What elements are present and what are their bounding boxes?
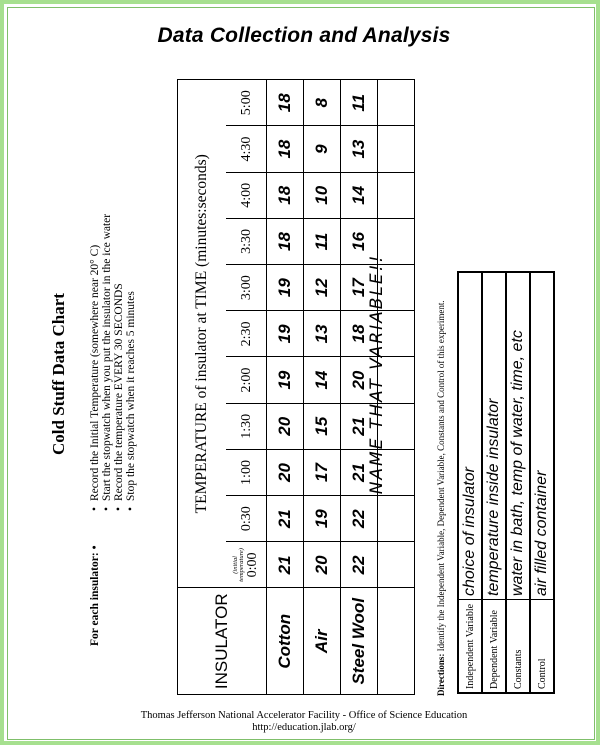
temperature-cell: 19 xyxy=(267,265,304,311)
variable-label: Independent Variable xyxy=(458,600,482,694)
time-label: 1:00 xyxy=(239,460,254,485)
insulator-header: INSULATOR xyxy=(178,588,267,695)
rotated-worksheet: Cold Stuff Data Chart For each insulator: • • Record the Initial Temperature (somewhere near 20° C) • Start the stopwatch when you put the insulator in the ice water • Record the temperature EVERY 30 SECONDS • Stop the stopwatch when it reaches 5 minutes INSULATOR TEMPERATURE of insulator at TIME (minutes:seconds) (initial temperature) 0:00 0:30 1:00 1:30 2:00 2:30 3:00 3:30 4:00 4:30 5:00 Cotton 21 21 20 20 19 19 19 18 18 18 18 Air 20 19 17 15 14 13 12 11 10 9 8 Steel Wool 22 22 21 21 20 18 17 16 14 13 11 NAME THAT VARIABLE!! Directions: Identify the Independent Variable, Dependent Variable, Constants and Control of this experiment. Independent Variable choice of insulator Dependent Variable temperature inside insulator Constants water in bath, temp of water, time, etc Control air filled container xyxy=(39,44,559,704)
footer-url[interactable]: http://education.jlab.org/ xyxy=(252,722,356,733)
time-label: 0:30 xyxy=(239,506,254,532)
temperature-cell: 21 xyxy=(341,449,378,495)
temperature-cell: 22 xyxy=(341,542,378,588)
temperature-cell: 11 xyxy=(304,218,341,264)
time-header-cell xyxy=(226,218,267,264)
temperature-cell: 16 xyxy=(341,218,378,264)
temperature-cell: 21 xyxy=(267,542,304,588)
temperature-cell: 19 xyxy=(267,311,304,357)
temperature-cell: 19 xyxy=(304,496,341,542)
variable-row xyxy=(530,272,554,693)
temperature-cell: 18 xyxy=(267,218,304,264)
temperature-cell: 20 xyxy=(341,357,378,403)
insulator-name: Cotton xyxy=(267,588,304,695)
time-header-cell xyxy=(226,403,267,449)
temperature-cell: 18 xyxy=(267,80,304,126)
variable-answer[interactable]: air filled container xyxy=(530,272,554,600)
temperature-cell: 18 xyxy=(267,126,304,172)
temperature-cell: 13 xyxy=(341,126,378,172)
variable-label: Constants xyxy=(506,600,530,694)
directions-label: Directions: xyxy=(436,653,446,696)
directions-text: Identify the Independent Variable, Dependent Variable, Constants and Control of this experiment. xyxy=(436,300,446,652)
footer-org: Thomas Jefferson National Accelerator Facility - Office of Science Education xyxy=(140,710,468,721)
insulator-name: Steel Wool xyxy=(341,588,378,695)
time-label: 2:30 xyxy=(239,321,254,347)
variable-row xyxy=(482,272,506,693)
variable-label: Dependent Variable xyxy=(482,600,506,694)
instruction-item: • Record the temperature EVERY 30 SECONDS xyxy=(113,71,125,511)
temperature-cell: 11 xyxy=(341,80,378,126)
temperature-cell: 20 xyxy=(304,542,341,588)
page-title: Data Collection and Analysis xyxy=(157,24,451,47)
temperature-cell: 9 xyxy=(304,126,341,172)
instruction-item: • Start the stopwatch when you put the insulator in the ice water xyxy=(101,71,113,511)
footer xyxy=(4,710,600,734)
instruction-item: • Record the Initial Temperature (somewhere near 20° C) xyxy=(89,71,101,511)
variable-answer[interactable]: water in bath, temp of water, time, etc xyxy=(506,272,530,600)
temperature-cell: 20 xyxy=(267,403,304,449)
name-that-variable-banner: NAME THAT VARIABLE!! xyxy=(367,253,387,495)
chart-title: Cold Stuff Data Chart xyxy=(49,293,68,455)
variable-row xyxy=(458,272,482,693)
temperature-cell: 14 xyxy=(341,172,378,218)
temperature-cell: 14 xyxy=(304,357,341,403)
temperature-cell: 12 xyxy=(304,265,341,311)
time-header-cell xyxy=(226,449,267,495)
variable-answer[interactable]: choice of insulator xyxy=(458,272,482,600)
time-header-cell xyxy=(226,357,267,403)
temperature-cell: 8 xyxy=(304,80,341,126)
temperature-cell: 20 xyxy=(267,449,304,495)
temperature-cell: 17 xyxy=(304,449,341,495)
variables-table xyxy=(457,271,555,694)
temperature-cell: 22 xyxy=(341,496,378,542)
temperature-cell: 21 xyxy=(341,403,378,449)
time-label: 4:00 xyxy=(239,182,254,208)
temperature-cell: 18 xyxy=(267,172,304,218)
time-header-cell xyxy=(226,496,267,542)
time-header-cell xyxy=(226,311,267,357)
time-header-cell xyxy=(226,265,267,311)
time-header-cell xyxy=(226,126,267,172)
time-header-cell xyxy=(226,80,267,126)
header-row xyxy=(178,80,227,695)
insulator-row xyxy=(267,80,304,695)
time-label: 5:00 xyxy=(239,90,254,116)
instructions-list xyxy=(89,71,137,511)
insulator-name: Air xyxy=(304,588,341,695)
instructions-lead: For each insulator: xyxy=(89,552,101,646)
temperature-cell: 17 xyxy=(341,265,378,311)
time-label: 1:30 xyxy=(239,413,254,439)
variable-label: Control xyxy=(530,600,554,694)
time-header-cell xyxy=(226,172,267,218)
initial-temperature-label: (initial temperature) xyxy=(232,548,245,582)
time-label: 3:30 xyxy=(239,229,254,254)
time-label: 2:00 xyxy=(239,367,254,393)
temperature-cell: 10 xyxy=(304,172,341,218)
temperature-cell: 19 xyxy=(267,357,304,403)
time-label: 3:00 xyxy=(239,275,254,301)
instruction-item: • Stop the stopwatch when it reaches 5 minutes xyxy=(125,71,137,511)
temperature-cell: 13 xyxy=(304,311,341,357)
temperature-header: TEMPERATURE of insulator at TIME (minutes:seconds) xyxy=(193,154,210,514)
temperature-cell: 18 xyxy=(341,311,378,357)
time-label: 4:30 xyxy=(239,136,254,162)
time-header-cell xyxy=(226,542,267,588)
time-label: 0:00 xyxy=(245,552,260,578)
insulator-row xyxy=(304,80,341,695)
directions xyxy=(436,56,446,696)
temperature-cell: 21 xyxy=(267,496,304,542)
temperature-cell: 15 xyxy=(304,403,341,449)
variable-row xyxy=(506,272,530,693)
variable-answer[interactable]: temperature inside insulator xyxy=(482,272,506,600)
